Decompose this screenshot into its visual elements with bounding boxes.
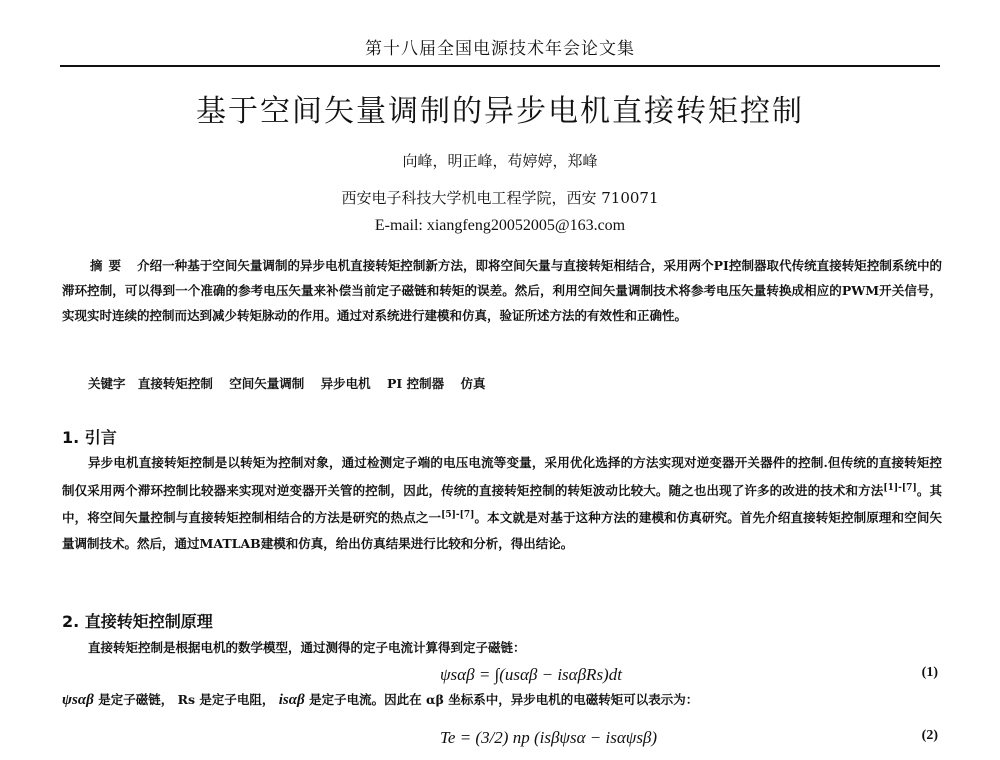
dtc-paragraph: 直接转矩控制是根据电机的数学模型，通过测得的定子电流计算得到定子磁链：	[88, 640, 526, 655]
rs-symbol: Rs	[177, 692, 196, 707]
intro-text-a: 异步电机直接转矩控制是以转矩为控制对象，通过检测定子端的电压电流等变量，采用优化选择的方法实现对逆变器开关器件的控制.但传统的直接转矩控制仅采用两个滞环控制比较器来实现对逆变器开关管的控制，因此，传统的直接转矩控制的转矩波动比较大。随之也出现了许多的改进的技术和方法	[62, 455, 942, 498]
keywords-label: 关键字	[88, 376, 126, 391]
def-text-1: 是定子磁链，	[98, 692, 174, 707]
authors: 向峰，明正峰，苟婷婷，郑峰	[402, 152, 598, 170]
section-heading-intro: 1. 引言	[62, 428, 117, 447]
journal-header: 第十八届全国电源技术年会论文集	[365, 39, 635, 59]
citation[interactable]: [1]-[7]	[883, 482, 917, 493]
equation-1-number: (1)	[921, 665, 938, 680]
email: E-mail: xiangfeng20052005@163.com	[374, 217, 626, 234]
intro-paragraph	[62, 450, 942, 556]
psi-symbol: ψsαβ	[62, 692, 94, 708]
equation-1-expression: ψsαβ = ∫(usαβ − isαβRs)dt	[440, 665, 622, 684]
affiliation: 西安电子科技大学机电工程学院，西安 710071	[341, 189, 659, 207]
section-heading-dtc: 2. 直接转矩控制原理	[62, 612, 213, 631]
paper-title: 基于空间矢量调制的异步电机直接转矩控制	[196, 94, 804, 129]
keywords	[88, 374, 497, 392]
abstract-text: 介绍一种基于空间矢量调制的异步电机直接转矩控制新方法，即将空间矢量与直接转矩相结合，采用两个PI控制器取代传统直接转矩控制系统中的滞环控制，可以得到一个准确的参考电压矢量来补偿当前定子磁链和转矩的误差。然后，利用空间矢量调制技术将参考电压矢量转换成相应的PWM开关信号，实现实时连续的控制而达到减少转矩脉动的作用。通过对系统进行建模和仿真，验证所述方法的有效性和正确性。	[62, 258, 942, 323]
variable-definition	[62, 690, 942, 709]
abstract-label: 摘要	[90, 258, 128, 273]
citation[interactable]: [5]-[7]	[441, 510, 475, 521]
intro-text-b: 。其中，将空间矢量控制与直接转矩控制相结合的方法是研究的热点之一	[62, 482, 942, 526]
intro-text-c: 。本文就是对基于这种方法的建模和仿真研究。首先介绍直接转矩控制原理和空间矢量调制技术。然后，通过MATLAB建模和仿真，给出仿真结果进行比较和分析，得出结论。	[62, 510, 942, 551]
current-symbol: isαβ	[278, 692, 305, 708]
header-rule	[60, 65, 940, 67]
abstract	[62, 253, 942, 328]
keyword: 仿真	[460, 376, 486, 391]
def-text-2: 是定子电阻，	[199, 692, 275, 707]
def-text-3: 是定子电流。因此在 αβ 坐标系中，异步电机的电磁转矩可以表示为：	[309, 692, 699, 707]
equation-2-expression: Te = (3/2) np (isβψsα − isαψsβ)	[440, 728, 658, 747]
keyword: 直接转矩控制	[137, 376, 213, 391]
keyword: 异步电机	[320, 376, 371, 391]
keyword: 空间矢量调制	[229, 376, 305, 391]
keyword: PI 控制器	[387, 376, 445, 391]
equation-2-number: (2)	[921, 728, 938, 743]
